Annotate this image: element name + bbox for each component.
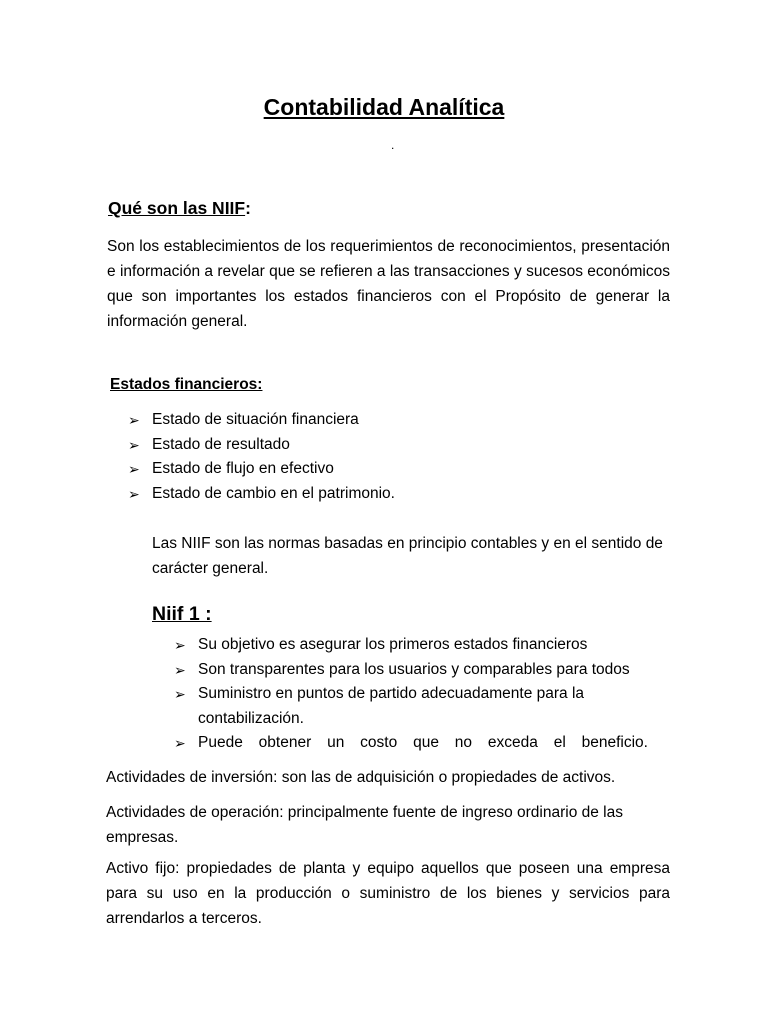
list-item	[128, 408, 672, 433]
niif1-list	[174, 633, 648, 756]
list-item-text: Suministro en puntos de partido adecuadamente para la contabilización.	[198, 685, 585, 727]
arrow-bullet-icon: ➢	[174, 661, 186, 678]
inversion-paragraph: Actividades de inversión: son las de adquisición o propiedades de activos.	[106, 769, 616, 786]
niif-definition: Son los establecimientos de los requerimientos de reconocimientos, presentación e información a revelar que se refieren a las transacciones y sucesos económicos que son importantes los estados financieros con el Propósito de generar la información general.	[107, 238, 670, 330]
list-item-text: Estado de resultado	[152, 435, 290, 453]
arrow-bullet-icon: ➢	[128, 461, 140, 477]
document-title: Contabilidad Analítica	[263, 94, 505, 120]
list-item	[174, 633, 648, 658]
operacion-paragraph: Actividades de operación: principalmente fuente de ingreso ordinario de las empresas.	[106, 804, 623, 846]
list-item-text: Estado de cambio en el patrimonio.	[152, 484, 395, 502]
normas-paragraph: Las NIIF son las normas basadas en principio contables y en el sentido de carácter general.	[152, 535, 663, 577]
list-item-text: Puede obtener un costo que no exceda el beneficio.	[198, 734, 648, 751]
activo-paragraph: Activo fijo: propiedades de planta y equipo aquellos que poseen una empresa para su uso en la producción o suministro de los bienes y servicios para arrendarlos a terceros.	[106, 860, 670, 927]
list-item-text: Son transparentes para los usuarios y comparables para todos	[198, 660, 630, 678]
list-item	[174, 731, 648, 756]
list-item-text: Estado de situación financiera	[152, 411, 359, 428]
list-item-text: Su objetivo es asegurar los primeros estados financieros	[198, 636, 588, 653]
niif-heading-text: Qué son las NIIF	[108, 198, 246, 218]
title-dot: .	[391, 138, 395, 152]
arrow-bullet-icon: ➢	[128, 485, 140, 502]
niif1-heading: Niif 1 :	[152, 603, 212, 625]
arrow-bullet-icon: ➢	[174, 686, 186, 702]
arrow-bullet-icon: ➢	[174, 637, 186, 653]
niif-heading-colon: :	[245, 198, 251, 218]
arrow-bullet-icon: ➢	[128, 412, 140, 428]
list-item-text: Estado de flujo en efectivo	[152, 460, 334, 477]
list-item	[128, 433, 672, 458]
estados-list	[128, 408, 672, 506]
list-item	[174, 658, 648, 683]
list-item	[128, 482, 672, 507]
niif-heading	[108, 198, 251, 219]
estados-heading: Estados financieros:	[110, 376, 263, 393]
list-item	[174, 682, 618, 731]
arrow-bullet-icon: ➢	[128, 436, 140, 453]
list-item	[128, 457, 672, 482]
arrow-bullet-icon: ➢	[174, 735, 186, 751]
